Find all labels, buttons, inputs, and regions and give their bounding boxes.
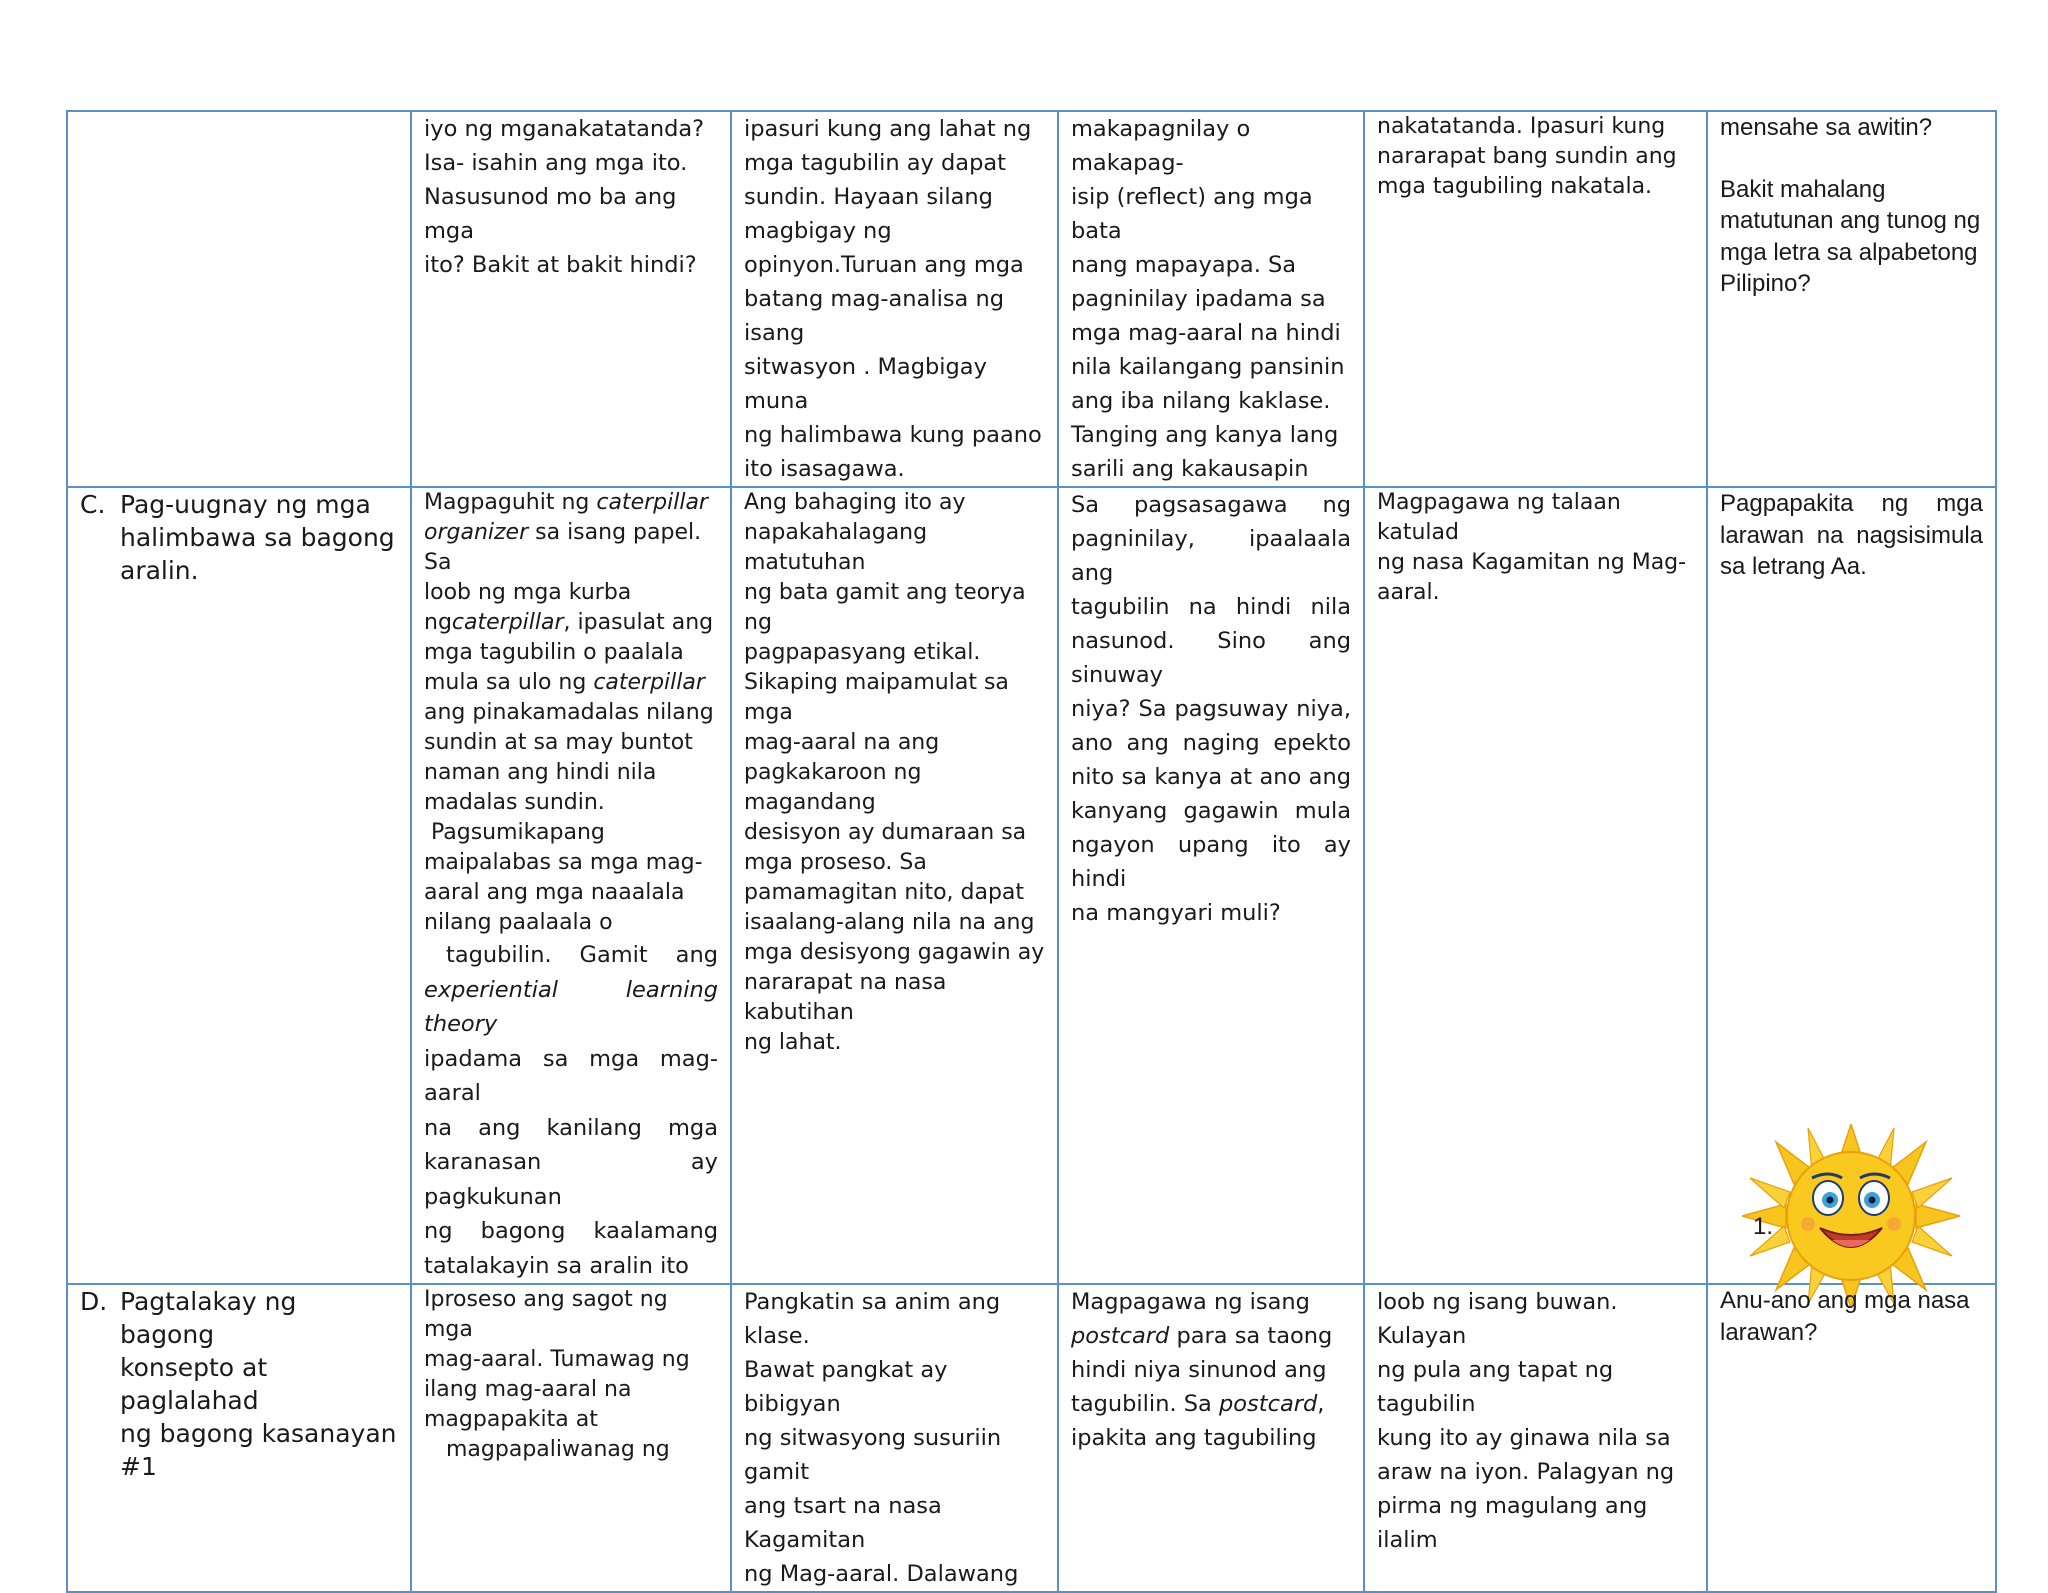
table-row: [67, 1284, 1996, 1592]
row-d-heading: [80, 1285, 398, 1483]
lesson-plan-table: [66, 110, 1997, 1593]
row-d-col4-text: Magpagawa ng isang postcard para sa taong hindi niya sinunod ang tagubilin. Sa postcard, ipakita ang tagubiling: [1071, 1289, 1333, 1451]
row-d-label-cell: [67, 1284, 411, 1592]
row-d-title: Pagtalakay ng bagong konsepto at paglalahad ng bagong kasanayan #1: [120, 1287, 397, 1481]
row1-col5-text: nakatatanda. Ipasuri kung nararapat bang sundin ang mga tagubiling nakatala.: [1377, 114, 1677, 199]
row-c-col3-text: Ang bahaging ito ay napakahalagang matutuhan ng bata gamit ang teorya ng pagpapasyang etikal. Sikaping maipamulat sa mga mag-aaral na ang pagkakaroon ng magandang desisyon ay dumaraan sa mga proseso. Sa pamamagitan nito, dapat isaalang-alang nila na ang mga desisyong gagawin ay nararapat na nasa kabutihan ng lahat.: [744, 490, 1045, 1055]
sun-list-number: 1.: [1753, 1213, 1774, 1240]
row-d-letter: D.: [80, 1287, 108, 1316]
row-c-col4-cell: [1058, 487, 1364, 1284]
row-c-heading: [80, 488, 398, 587]
row1-col4-text: makapagnilay o makapag- isip (reflect) ang mga bata nang mapayapa. Sa pagninilay ipadama sa mga mag-aaral na hindi nila kailangang pansinin ang iba nilang kaklase. Tanging ang kanya lang sarili ang kakausapin: [1071, 116, 1345, 482]
row1-col4-cell: [1058, 111, 1364, 487]
table-row: [67, 487, 1996, 1284]
row-d-col5-text: loob ng isang buwan. Kulayan ng pula ang tapat ng tagubilin kung ito ay ginawa nila sa araw na iyon. Palagyan ng pirma ng magulang ang ilalim: [1377, 1289, 1675, 1553]
row-d-col2-text: Iproseso ang sagot ng mga mag-aaral. Tumawag ng ilang mag-aaral na magpapakita at: [424, 1287, 690, 1432]
row-c-col3-cell: [731, 487, 1058, 1284]
row-d-col2-cell: [411, 1284, 731, 1592]
row-d-col3-text: Pangkatin sa anim ang klase. Bawat pangkat ay bibigyan ng sitwasyong susuriin gamit ang tsart na nasa Kagamitan ng Mag-aaral. Dalawang: [744, 1289, 1019, 1587]
row-c-title: Pag-uugnay ng mga halimbawa sa bagong aralin.: [120, 490, 395, 585]
sun-face: [1787, 1152, 1915, 1280]
row-c-letter: C.: [80, 490, 106, 519]
row1-col6-cell: [1707, 111, 1996, 487]
row1-col3-text: ipasuri kung ang lahat ng mga tagubilin ay dapat sundin. Hayaan silang magbigay ng opinyon.Turuan ang mga batang mag-analisa ng isang sitwasyon . Magbigay muna ng halimbawa kung paano ito isasagawa.: [744, 116, 1042, 482]
row-c-col2-cell: [411, 487, 731, 1284]
row1-col2-cell: [411, 111, 731, 487]
row-d-col6-cell: [1707, 1284, 1996, 1592]
table-row: [67, 111, 1996, 487]
row1-col6-question-1: mensahe sa awitin?: [1720, 114, 1933, 141]
row-d-col5-cell: [1364, 1284, 1707, 1592]
row1-col6-question-2: Bakit mahalang matutunan ang tunog ng mga letra sa alpabetong Pilipino?: [1720, 175, 1981, 297]
row-c-col4-text: Sa pagsasagawa ng pagninilay, ipaalaala ang tagubilin na hindi nila nasunod. Sino ang sinuway niya? Sa pagsuway niya, ano ang naging epekto nito sa kanya at ano ang kanyang gagawin mula ngayon upang ito ay hindi na mangyari muli?: [1071, 492, 1351, 926]
row-c-col2-text: Magpaguhit ng caterpillar organizer sa isang papel. Sa loob ng mga kurba ngcaterpillar, ipasulat ang mga tagubilin o paalala mula sa ulo ng caterpillar ang pinakamadalas nilang sundin at sa may buntot naman ang hindi nila madalas sundin. Pagsumikapang maipalabas sa mga mag- aaral ang mga naaalala nilang paalaala o: [424, 490, 714, 935]
row-d-col6-question: Anu-ano ang mga nasa larawan?: [1720, 1287, 1970, 1346]
row1-label-cell: [67, 111, 411, 487]
row-c-col5-cell: [1364, 487, 1707, 1284]
row1-col5-cell: [1364, 111, 1707, 487]
row-c-label-cell: [67, 487, 411, 1284]
row-c-col2-justified: tagubilin. Gamit ang experiential learning theory ipadama sa mga mag-aaral na ang kanilang mga karanasan ay pagkukunan ng bagong kaalamang tatalakayin sa aralin ito: [424, 942, 718, 1279]
row-c-col5-text: Magpagawa ng talaan katulad ng nasa Kagamitan ng Mag- aaral.: [1377, 490, 1687, 605]
smiling-sun-icon: [1742, 1124, 1960, 1308]
row-d-col2-indented: magpapaliwanag ng: [446, 1437, 670, 1462]
row1-col2-text: iyo ng mganakatatanda? Isa- isahin ang mga ito. Nasusunod mo ba ang mga ito? Bakit at bakit hindi?: [424, 116, 705, 278]
row-d-col3-cell: [731, 1284, 1058, 1592]
row-c-col6-text: Pagpapakita ng mga larawan na nagsisimula sa letrang Aa.: [1720, 490, 1983, 580]
row1-col3-cell: [731, 111, 1058, 487]
row-d-col4-cell: [1058, 1284, 1364, 1592]
